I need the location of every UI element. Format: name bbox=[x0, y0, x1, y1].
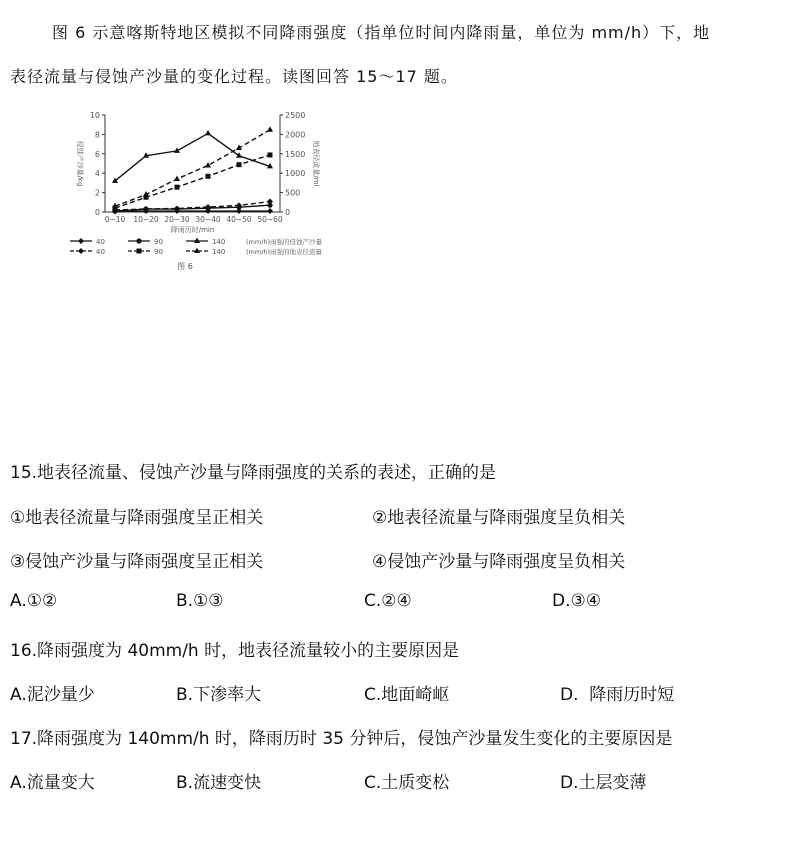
intro-line-2: 表径流量与侵蚀产沙量的变化过程。读图回答 15～17 题。 bbox=[10, 67, 458, 86]
q16-option-c[interactable]: C.地面崎岖 bbox=[364, 685, 450, 705]
y-tick-label: 4 bbox=[94, 169, 100, 179]
legend-marker bbox=[194, 238, 200, 244]
legend-label: 140 bbox=[212, 248, 226, 256]
data-point-runoff-140 bbox=[205, 162, 211, 168]
y-tick-label: 2 bbox=[94, 188, 100, 198]
x-tick-label: 0~10 bbox=[104, 215, 126, 224]
figure-caption: 图 6 bbox=[177, 262, 193, 271]
q15-statement-3: ③侵蚀产沙量与降雨强度呈正相关 bbox=[10, 552, 264, 572]
q15-option-a[interactable]: A.①② bbox=[10, 591, 58, 611]
legend-label: 90 bbox=[154, 248, 163, 256]
x-tick-label: 20~30 bbox=[164, 215, 190, 224]
data-point-runoff-90 bbox=[268, 152, 273, 157]
legend-suffix: (mm/h)雨强的地表径流量 bbox=[246, 248, 323, 256]
y2-tick-label: 2000 bbox=[285, 130, 306, 140]
x-tick-label: 50~60 bbox=[257, 215, 283, 224]
figure-6-chart bbox=[60, 100, 360, 280]
q15-statement-4: ④侵蚀产沙量与降雨强度呈负相关 bbox=[372, 552, 626, 572]
y-axis-label: 侵蚀产沙量/kg bbox=[76, 140, 84, 187]
x-tick-label: 40~50 bbox=[226, 215, 252, 224]
legend-label: 40 bbox=[96, 248, 105, 256]
legend-marker bbox=[194, 248, 200, 254]
q16-stem: 16.降雨强度为 40mm/h 时，地表径流量较小的主要原因是 bbox=[10, 641, 460, 661]
x-tick-label: 30~40 bbox=[195, 215, 221, 224]
y2-tick-label: 1500 bbox=[285, 149, 306, 159]
legend-marker bbox=[78, 238, 84, 244]
q17-option-b[interactable]: B.流速变快 bbox=[176, 773, 262, 793]
q17-stem: 17.降雨强度为 140mm/h 时，降雨历时 35 分钟后，侵蚀产沙量发生变化的主要原因是 bbox=[10, 729, 673, 749]
q15-statement-2: ②地表径流量与降雨强度呈负相关 bbox=[372, 508, 626, 528]
legend-suffix: (mm/h)雨强的侵蚀产沙量 bbox=[246, 238, 323, 246]
data-point-runoff-90 bbox=[206, 174, 211, 179]
y2-axis-label: 地表径流量/ml bbox=[312, 140, 320, 187]
legend-marker bbox=[78, 248, 84, 254]
legend-label: 90 bbox=[154, 238, 163, 246]
data-point-runoff-90 bbox=[237, 162, 242, 167]
q17-option-d[interactable]: D.土层变薄 bbox=[560, 773, 647, 793]
q16-option-b[interactable]: B.下渗率大 bbox=[176, 685, 262, 705]
data-point-erosion-140 bbox=[205, 130, 211, 136]
y-tick-label: 10 bbox=[89, 111, 100, 120]
legend-label: 140 bbox=[212, 238, 226, 246]
q16-option-d[interactable]: D. 降雨历时短 bbox=[560, 685, 675, 705]
data-point-runoff-140 bbox=[267, 126, 273, 132]
q17-option-a[interactable]: A.流量变大 bbox=[10, 773, 95, 793]
y2-tick-label: 1000 bbox=[285, 169, 306, 179]
q16-option-a[interactable]: A.泥沙量少 bbox=[10, 685, 95, 705]
q17-option-c[interactable]: C.土质变松 bbox=[364, 773, 450, 793]
legend-marker bbox=[137, 249, 142, 254]
series-line-runoff-140 bbox=[115, 130, 270, 206]
data-point-erosion-40 bbox=[267, 208, 273, 214]
data-point-runoff-40 bbox=[267, 199, 273, 205]
y2-tick-label: 0 bbox=[285, 208, 291, 217]
legend-marker bbox=[136, 238, 141, 243]
series-line-erosion-90 bbox=[115, 205, 270, 211]
data-point-erosion-140 bbox=[112, 177, 118, 183]
series-line-erosion-140 bbox=[115, 133, 270, 181]
data-point-runoff-90 bbox=[175, 185, 180, 190]
y-tick-label: 0 bbox=[94, 208, 100, 217]
data-point-runoff-140 bbox=[174, 176, 180, 182]
intro-line-1: 图 6 示意喀斯特地区模拟不同降雨强度（指单位时间内降雨量，单位为 mm/h）下，地 bbox=[52, 23, 711, 42]
y2-tick-label: 500 bbox=[285, 188, 301, 198]
q15-option-d[interactable]: D.③④ bbox=[552, 591, 601, 611]
q15-stem: 15.地表径流量、侵蚀产沙量与降雨强度的关系的表述，正确的是 bbox=[10, 463, 497, 483]
q15-option-c[interactable]: C.②④ bbox=[364, 591, 412, 611]
y-tick-label: 6 bbox=[94, 149, 100, 159]
y2-tick-label: 2500 bbox=[285, 111, 306, 120]
x-axis-label: 降雨历时/min bbox=[170, 226, 215, 234]
x-tick-label: 10~20 bbox=[133, 215, 159, 224]
legend-label: 40 bbox=[96, 238, 105, 246]
q15-option-b[interactable]: B.①③ bbox=[176, 591, 224, 611]
y-tick-label: 8 bbox=[94, 130, 100, 140]
q15-statement-1: ①地表径流量与降雨强度呈正相关 bbox=[10, 508, 264, 528]
